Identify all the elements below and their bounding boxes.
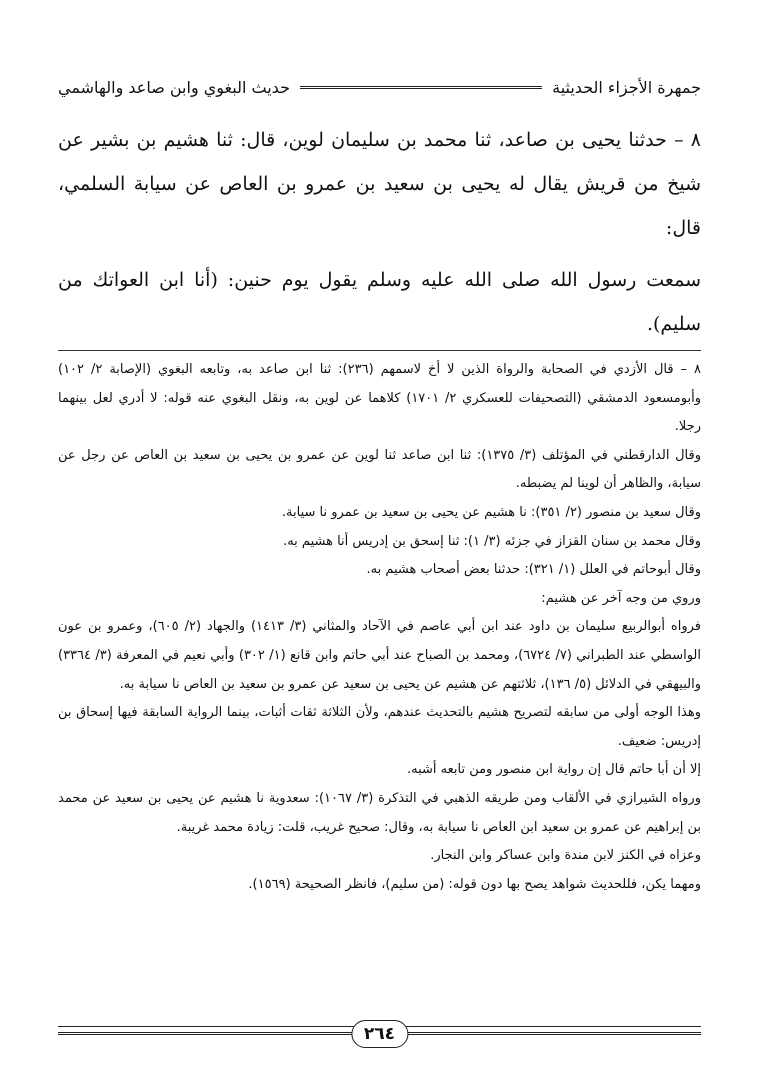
footnote-paragraph: فرواه أبوالربيع سليمان بن داود عند ابن أبي عاصم في الآحاد والمثاني (٣/ ١٤١٣) والجهاد (٢/ ٦٠٥)، وعمرو بن عون الواسطي عند الطبراني (٧/ ٦٧٢٤)، ومحمد بن الصباح عند أبي حاتم وابن قانع (١/ ٣٠٢) وأبي نعيم في المعرفة (٣/ ٣٣٦٤) والبيهقي في الدلائل (٥/ ١٣٦)، ثلاثتهم عن هشيم عن يحيى بن سعيد عن عمرو بن سعيد بن العاص نا سيابة به. xyxy=(58,619,701,692)
footnote-paragraph: وقال سعيد بن منصور (٢/ ٣٥١): نا هشيم عن يحيى بن سعيد بن عمرو نا سيابة. xyxy=(281,504,701,520)
running-header xyxy=(58,74,701,100)
footnotes xyxy=(58,356,701,899)
footnote-paragraph: وروي من وجه آخر عن هشيم: xyxy=(541,590,701,606)
footnote-paragraph: وهذا الوجه أولى من سابقه لتصريح هشيم بالتحديث عندهم، ولأن الثلاثة ثقات أثبات، بينما الرواية السابقة فيها إسحاق بن إدريس: ضعيف. xyxy=(58,705,701,749)
footnote-paragraph: ورواه الشيرازي في الألقاب ومن طريقه الذهبي في التذكرة (٣/ ١٠٦٧): سعدوية نا هشيم عن يحيى بن سعيد عن محمد بن إبراهيم عن عمرو بن سعيد ابن العاص نا سيابة به، وقال: صحيح غريب، قلت: زيادة محمد غريبة. xyxy=(58,790,701,835)
footnote-paragraph: وقال أبوحاتم في العلل (١/ ٣٢١): حدثنا بعض أصحاب هشيم به. xyxy=(366,562,701,578)
header-book-title: جمهرة الأجزاء الحديثية xyxy=(552,77,701,97)
footnote-paragraph: ٨ – قال الأزدي في الصحابة والرواة الذين لا أخ لاسمهم (٢٣٦): ثنا ابن صاعد به، وتابعه البغوي (الإصابة ٢/ ١٠٢) وأبومسعود الدمشقي (التصحيفات للعسكري ٢/ ١٧٠١) كلاهما عن لوين به، ونقل البغوي عنه قوله: لا أدري لعل بينهما رجلا. xyxy=(58,362,702,435)
hadith-text xyxy=(58,118,701,346)
page-number: ٢٦٤ xyxy=(351,1020,408,1048)
footnote-paragraph: وقال الدارقطني في المؤتلف (٣/ ١٣٧٥): ثنا ابن صاعد ثنا لوين عن عمرو بن يحيى بن سعيد بن العاص عن رجل عن سيابة، والظاهر أن لوينا لم يضبطه. xyxy=(58,447,702,492)
hadith-matn: سمعت رسول الله صلى الله عليه وسلم يقول يوم حنين: (أنا ابن العواتك من سليم). xyxy=(58,269,701,335)
footnote-divider xyxy=(58,350,701,351)
header-section-title: حديث البغوي وابن صاعد والهاشمي xyxy=(58,77,290,97)
footnote-paragraph: إلا أن أبا حاتم قال إن رواية ابن منصور ومن تابعه أشبه. xyxy=(406,762,701,778)
hadith-isnad: ٨ – حدثنا يحيى بن صاعد، ثنا محمد بن سليمان لوين، قال: ثنا هشيم بن بشير عن شيخ من قريش يقال له يحيى بن سعيد بن عمرو بن العاص عن سيابة السلمي، قال: xyxy=(58,129,701,239)
footnote-paragraph: وعزاه في الكنز لابن مندة وابن عساكر وابن النجار. xyxy=(430,848,701,864)
page-footer xyxy=(58,1020,701,1060)
header-rule xyxy=(300,86,542,89)
footnote-paragraph: وقال محمد بن سنان القزاز في جزئه (٣/ ١): ثنا إسحق بن إدريس أنا هشيم به. xyxy=(283,533,701,549)
footnote-paragraph: ومهما يكن، فللحديث شواهد يصح بها دون قوله: (من سليم)، فانظر الصحيحة (١٥٦٩). xyxy=(248,876,701,892)
